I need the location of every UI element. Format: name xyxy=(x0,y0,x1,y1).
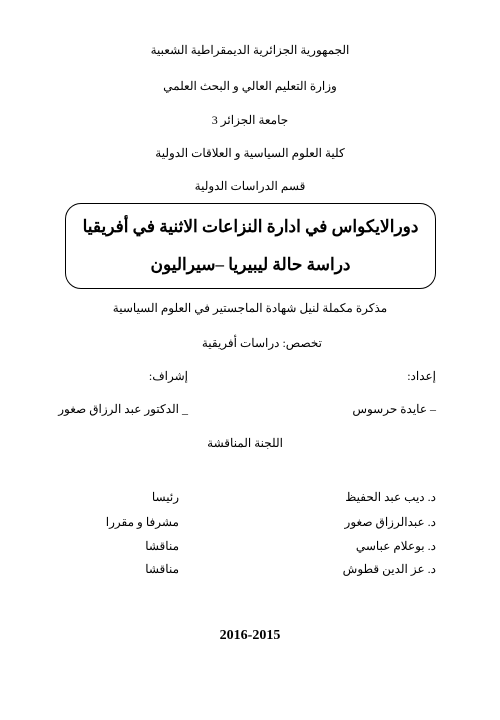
committee-member-name: د. عز الدين قطوش xyxy=(342,562,436,576)
committee-member-role: رئيسا xyxy=(151,490,179,504)
supervisor-name: _ الدكتور عبد الرزاق صغور xyxy=(58,402,188,416)
supervisor-label: إشراف: xyxy=(148,369,188,383)
thesis-title-line2: دراسة حالة ليبيريا –سيراليون xyxy=(150,255,351,274)
academic-year: 2016-2015 xyxy=(219,628,281,643)
committee-member-name: د. ديب عبد الحفيظ xyxy=(345,490,436,504)
faculty-name: كلية العلوم السياسية و العلاقات الدولية xyxy=(155,146,345,160)
thesis-title-line1: دورالايكواس في ادارة النزاعات الاثنية في أفريقيا xyxy=(82,217,419,236)
ministry-name: وزارة التعليم العالي و البحث العلمي xyxy=(163,79,337,93)
committee-member-name: د. بوعلام عباسي xyxy=(355,539,436,553)
department-name: قسم الدراسات الدولية xyxy=(194,179,306,193)
committee-member-name: د. عبدالرزاق صغور xyxy=(344,515,436,529)
specialization: تخصص: دراسات أفريقية xyxy=(201,336,322,350)
university-name: جامعة الجزائر 3 xyxy=(211,113,289,127)
prepared-by-label: إعداد: xyxy=(407,369,436,383)
committee-member-role: مناقشا xyxy=(145,539,179,553)
thesis-purpose: مذكرة مكملة لنيل شهادة الماجستير في العلوم السياسية xyxy=(112,301,388,315)
committee-member-role: مناقشا xyxy=(145,562,179,576)
republic-name: الجمهورية الجزائرية الديمقراطية الشعبية xyxy=(150,43,350,57)
committee-heading: اللجنة المناقشة xyxy=(207,436,283,450)
student-name: – عايدة حرسوس xyxy=(352,402,436,416)
committee-member-role: مشرفا و مقررا xyxy=(105,515,179,529)
title-box xyxy=(65,203,436,289)
